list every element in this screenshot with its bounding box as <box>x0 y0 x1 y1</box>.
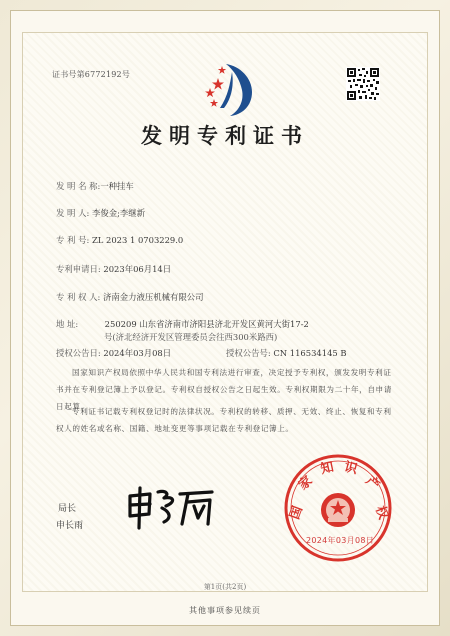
patentee-row <box>56 291 203 303</box>
address-line-1: 250209 山东省济南市济阳县济北开发区黄河大街17-2 <box>104 319 309 329</box>
inventor-label: 发 明 人: <box>56 208 90 218</box>
svg-text:识: 识 <box>342 459 359 478</box>
svg-text:国: 国 <box>287 504 306 522</box>
official-seal <box>282 452 394 564</box>
certificate-number: 证书号第6772192号 <box>52 70 131 79</box>
svg-text:权: 权 <box>372 504 391 522</box>
announcement-number: CN 116534145 B <box>273 348 347 358</box>
patent-number: ZL 2023 1 0703229.0 <box>91 235 184 245</box>
grant-date-row <box>56 347 171 359</box>
cnipa-emblem-icon <box>196 58 258 120</box>
address-label: 地 址: <box>56 319 79 329</box>
grant-date: 2024年03月08日 <box>103 348 172 358</box>
patentee-label: 专 利 权 人: <box>56 292 101 302</box>
certificate-title: 发明专利证书 <box>141 123 309 148</box>
legal-status-paragraph: 专利证书记载专利权登记时的法律状况。专利权的转移、质押、无效、终止、恢复和专利权人的姓名或名称、国籍、地址变更等事项记载在专利登记簿上。 <box>56 407 392 433</box>
grant-date-label: 授权公告日: <box>56 348 101 358</box>
invention-name-label: 发 明 名 称: <box>56 181 101 191</box>
patentee-value: 济南金力液压机械有限公司 <box>102 292 204 302</box>
filing-date: 2023年06月14日 <box>103 264 172 274</box>
address-line-2: 号(济北经济开发区管理委员会往西300米路西) <box>104 332 278 342</box>
inventor-row <box>56 207 145 219</box>
address-row <box>56 318 309 330</box>
announcement-number-row <box>226 347 347 359</box>
inventor-value: 李俊金;李继新 <box>91 208 146 218</box>
patent-number-row <box>56 234 183 246</box>
signatory-name: 申长雨 <box>56 521 84 531</box>
filing-date-label: 专利申请日: <box>56 264 101 274</box>
svg-text:家: 家 <box>295 473 316 494</box>
announcement-number-label: 授权公告号: <box>226 348 271 358</box>
signatory-role: 局长 <box>58 504 77 514</box>
footer-note: 其他事项参见续页 <box>189 606 261 615</box>
svg-text:知: 知 <box>319 459 336 478</box>
seal-date: 2024年03月08日 <box>306 536 375 545</box>
grant-statement-paragraph: 国家知识产权局依照中华人民共和国专利法进行审查，决定授予专利权，颁发发明专利证书并在专利登记簿上予以登记。专利权自授权公告之日起生效。专利权期限为二十年，自申请日起算。 <box>56 368 392 411</box>
invention-name-row <box>56 180 134 192</box>
filing-date-row <box>56 263 171 275</box>
page-number: 第1页(共2页) <box>203 583 247 591</box>
invention-name: 一种挂车 <box>100 181 134 191</box>
patent-number-label: 专 利 号: <box>56 235 90 245</box>
qr-code-icon <box>346 67 380 101</box>
handwritten-signature <box>122 484 218 530</box>
svg-text:产: 产 <box>362 473 383 494</box>
